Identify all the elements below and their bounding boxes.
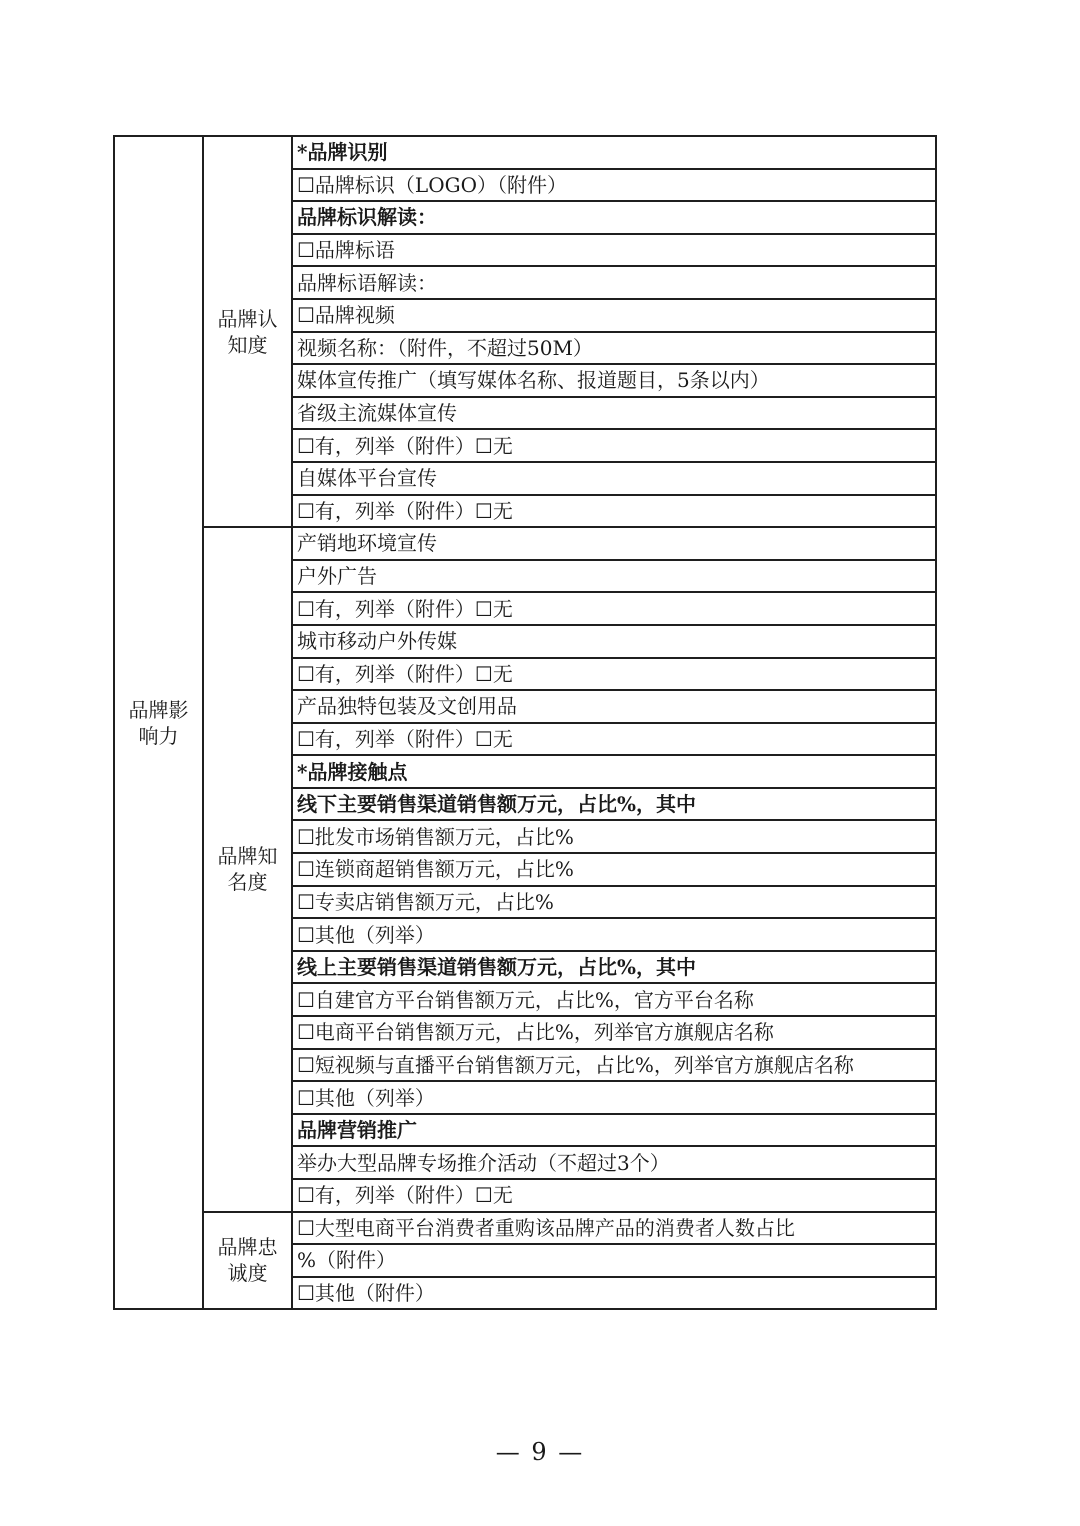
row-brand-identity-heading: *品牌识别: [292, 136, 936, 169]
row-offline-other-checkbox[interactable]: ☐其他（列举）: [292, 918, 936, 951]
row-packaging: 产品独特包装及文创用品: [292, 690, 936, 723]
row-media-promotion: 媒体宣传推广（填写媒体名称、报道题目，5条以内）: [292, 364, 936, 397]
subcategory-brand-recognition: 品牌认知度: [203, 136, 292, 527]
row-ecommerce-checkbox[interactable]: ☐电商平台销售额万元，占比%，列举官方旗舰店名称: [292, 1016, 936, 1049]
category-brand-influence: 品牌影响力: [114, 136, 203, 1309]
row-official-platform-checkbox[interactable]: ☐自建官方平台销售额万元，占比%，官方平台名称: [292, 983, 936, 1016]
row-repurchase-percent: %（附件）: [292, 1244, 936, 1277]
page-number: — 9 —: [495, 1438, 585, 1466]
row-outdoor-ads-options[interactable]: ☐有，列举（附件）☐无: [292, 592, 936, 625]
subcategory-brand-loyalty: 品牌忠诚度: [203, 1212, 292, 1310]
row-environment-promotion: 产销地环境宣传: [292, 527, 936, 560]
row-promotion-events-options[interactable]: ☐有，列举（附件）☐无: [292, 1179, 936, 1212]
row-touchpoint-heading: *品牌接触点: [292, 755, 936, 788]
row-online-other-checkbox[interactable]: ☐其他（列举）: [292, 1081, 936, 1114]
row-wholesale-checkbox[interactable]: ☐批发市场销售额万元，占比%: [292, 820, 936, 853]
row-provincial-media-options[interactable]: ☐有，列举（附件）☐无: [292, 429, 936, 462]
row-video-name: 视频名称：（附件，不超过50M）: [292, 332, 936, 365]
row-self-media: 自媒体平台宣传: [292, 462, 936, 495]
subcategory-brand-awareness: 品牌知名度: [203, 527, 292, 1211]
row-logo-checkbox[interactable]: ☐品牌标识（LOGO）（附件）: [292, 169, 936, 202]
row-provincial-media: 省级主流媒体宣传: [292, 397, 936, 430]
row-mobile-media-options[interactable]: ☐有，列举（附件）☐无: [292, 658, 936, 691]
row-slogan-interpretation: 品牌标语解读：: [292, 266, 936, 299]
row-specialty-store-checkbox[interactable]: ☐专卖店销售额万元，占比%: [292, 886, 936, 919]
evaluation-table: [113, 135, 937, 1310]
row-self-media-options[interactable]: ☐有，列举（附件）☐无: [292, 495, 936, 528]
row-mobile-media: 城市移动户外传媒: [292, 625, 936, 658]
row-online-sales: 线上主要销售渠道销售额万元，占比%，其中: [292, 951, 936, 984]
row-outdoor-ads: 户外广告: [292, 560, 936, 593]
row-loyalty-other-checkbox[interactable]: ☐其他（附件）: [292, 1277, 936, 1310]
row-video-checkbox[interactable]: ☐品牌视频: [292, 299, 936, 332]
row-offline-sales: 线下主要销售渠道销售额万元，占比%，其中: [292, 788, 936, 821]
row-marketing-heading: 品牌营销推广: [292, 1114, 936, 1147]
row-logo-interpretation: 品牌标识解读：: [292, 201, 936, 234]
row-slogan-checkbox[interactable]: ☐品牌标语: [292, 234, 936, 267]
row-repurchase-checkbox[interactable]: ☐大型电商平台消费者重购该品牌产品的消费者人数占比: [292, 1212, 936, 1245]
row-promotion-events: 举办大型品牌专场推介活动（不超过3个）: [292, 1146, 936, 1179]
row-packaging-options[interactable]: ☐有，列举（附件）☐无: [292, 723, 936, 756]
row-short-video-checkbox[interactable]: ☐短视频与直播平台销售额万元，占比%，列举官方旗舰店名称: [292, 1049, 936, 1082]
row-chain-store-checkbox[interactable]: ☐连锁商超销售额万元，占比%: [292, 853, 936, 886]
